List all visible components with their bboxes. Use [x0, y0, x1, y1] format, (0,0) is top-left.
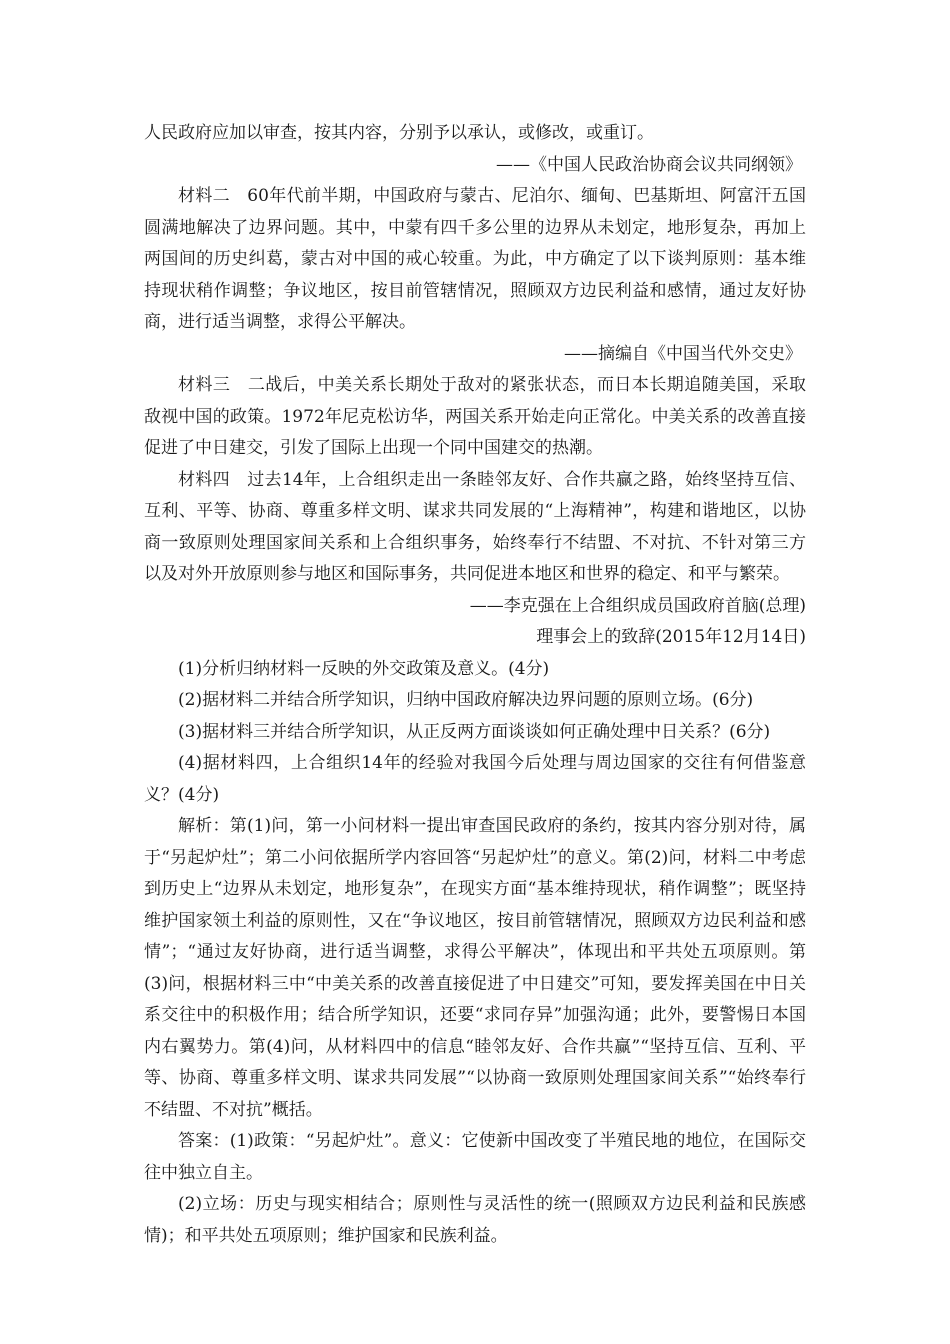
question-1: (1)分析归纳材料一反映的外交政策及意义。(4分) [178, 658, 550, 679]
material4-source-line2: 理事会上的致辞(2015年12月14日) [536, 627, 806, 647]
question-2: (2)据材料二并结合所学知识，归纳中国政府解决边界问题的原则立场。(6分) [178, 690, 754, 710]
question-3: (3)据材料三并结合所学知识，从正反两方面谈谈如何正确处理中日关系？(6分) [178, 721, 771, 742]
analysis-text: 解析：第(1)问，第一小问材料一提出审查国民政府的条约，按其内容分别对待，属于“另起炉灶”；第二小问依据所学内容回答“另起炉灶”的意义。第(2)问，材料二中考虑到历史上“边界从未划定，地形复杂”，在现实方面“基本维持现状，稍作调整”；既坚持维护国家领土利益的原则性，又在“争议地区，按目前管辖情况，照顾双方边民利益和感情”；“通过友好协商，进行适当调整，求得公平解决”，体现出和平共处五项原则。第(3)问，根据材料三中“中美关系的改善直接促进了中日建交”可知，要发挥美国在中日关系交往中的积极作用；结合所学知识，还要“求同存异”加强沟通；此外，要警惕日本国内右翼势力。第(4)问，从材料四中的信息“睦邻友好、合作共赢”“坚持互信、互利、平等、协商、尊重多样文明、谋求共同发展”“以协商一致原则处理国家间关系”“始终奉行不结盟、不对抗”概括。 [144, 816, 806, 1120]
question-4: (4)据材料四，上合组织14年的经验对我国今后处理与周边国家的交往有何借鉴意义？(4分) [144, 753, 806, 805]
material4-text: 材料四 过去14年，上合组织走出一条睦邻友好、合作共赢之路，始终坚持互信、互利、平等、协商、尊重多样文明、谋求共同发展的“上海精神”，构建和谐地区，以协商一致原则处理国家间关系和上合组织事务，始终奉行不结盟、不对抗、不针对第三方以及对外开放原则参与地区和国际事务，共同促进本地区和世界的稳定、和平与繁荣。 [144, 469, 806, 584]
material1-tail: 人民政府应加以审查，按其内容，分别予以承认，或修改，或重订。 [144, 123, 654, 143]
material3-text: 材料三 二战后，中美关系长期处于敌对的紧张状态，而日本长期追随美国，采取敌视中国的政策。1972年尼克松访华，两国关系开始走向正常化。中美关系的改善直接促进了中日建交，引发了国际上出现一个同中国建交的热潮。 [144, 375, 806, 458]
material4-source-line1: ——李克强在上合组织成员国政府首脑(总理) [469, 595, 806, 616]
answer-2: (2)立场：历史与现实相结合；原则性与灵活性的统一(照顾双方边民利益和民族感情)；和平共处五项原则；维护国家和民族利益。 [144, 1194, 806, 1246]
document-page [144, 118, 806, 1252]
answer-1: 答案：(1)政策：“另起炉灶”。意义：它使新中国改变了半殖民地的地位，在国际交往中独立自主。 [144, 1131, 806, 1183]
material2-text: 材料二 60年代前半期，中国政府与蒙古、尼泊尔、缅甸、巴基斯坦、阿富汗五国圆满地解决了边界问题。其中，中蒙有四千多公里的边界从未划定，地形复杂，再加上两国间的历史纠葛，蒙古对中国的戒心较重。为此，中方确定了以下谈判原则：基本维持现状稍作调整；争议地区，按目前管辖情况，照顾双方边民利益和感情，通过友好协商，进行适当调整，求得公平解决。 [144, 186, 806, 332]
material1-source: ——《中国人民政治协商会议共同纲领》 [496, 154, 802, 175]
material2-source: ——摘编自《中国当代外交史》 [564, 343, 802, 364]
